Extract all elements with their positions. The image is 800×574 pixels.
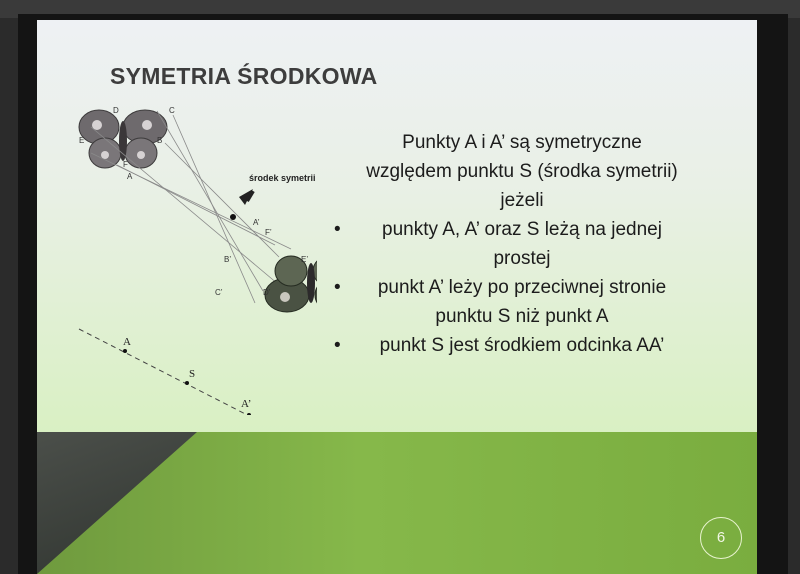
bullet-dot: • — [334, 277, 341, 298]
label-d-prime: D’ — [263, 288, 271, 297]
bullet-1-line-1: punkty A, A’ oraz S leżą na jednej — [382, 219, 662, 240]
page-number: 6 — [700, 517, 742, 559]
line-label-s: S — [189, 368, 196, 380]
intro-line-1: Punkty A i A’ są symetryczne — [402, 132, 642, 153]
line-label-a: A — [123, 336, 131, 348]
bullet-3 — [322, 331, 722, 360]
label-b: B — [157, 136, 163, 145]
label-f: F — [123, 160, 128, 169]
projection-screen — [37, 20, 757, 574]
bullet-dot: • — [334, 335, 341, 356]
line-label-a-prime: A’ — [241, 398, 252, 410]
symmetry-figure — [77, 105, 317, 415]
label-c-prime: C’ — [215, 288, 223, 297]
bullet-1 — [322, 215, 722, 273]
slide-title: SYMETRIA ŚRODKOWA — [110, 63, 378, 89]
bullet-2-line-1: punkt A’ leży po przeciwnej stronie — [377, 277, 667, 298]
label-a: A — [127, 172, 133, 181]
intro-line-2: względem punktu S (środka symetrii) — [366, 161, 678, 182]
intro-line-3: jeżeli — [500, 190, 544, 211]
dashed-line-diagram — [79, 329, 263, 415]
bottom-butterfly — [265, 256, 317, 312]
bullet-2 — [322, 273, 722, 331]
center-point — [230, 214, 236, 220]
label-a-prime: A’ — [253, 218, 260, 227]
bullet-3-line-1: punkt S jest środkiem odcinka AA’ — [379, 335, 665, 356]
label-b-prime: B’ — [224, 255, 232, 264]
bullet-1-line-2: prostej — [493, 248, 551, 269]
label-d: D — [113, 106, 119, 115]
bullet-2-line-2: punktu S niż punkt A — [435, 306, 609, 327]
label-f-prime: F’ — [265, 228, 272, 237]
center-label: środek symetrii — [249, 173, 316, 183]
bullet-dot: • — [334, 219, 341, 240]
definition-text — [322, 128, 722, 360]
label-e-prime: E’ — [301, 255, 309, 264]
label-c: C — [169, 106, 175, 115]
label-e: E — [79, 136, 85, 145]
